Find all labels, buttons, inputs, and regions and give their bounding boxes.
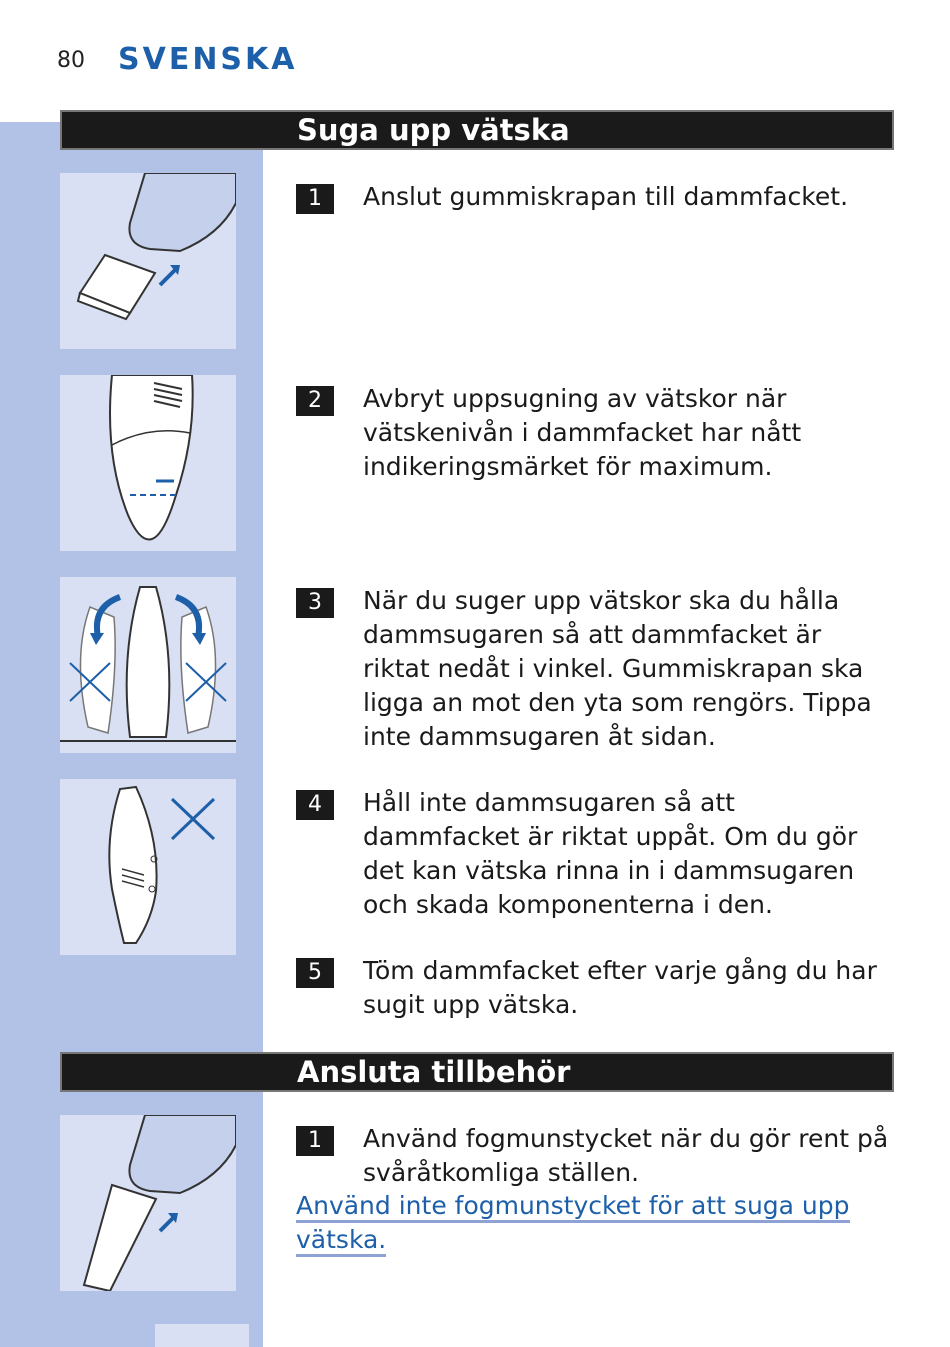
illustration-tilt [60, 577, 236, 753]
warning-note-text: Använd inte fogmunstycket för att suga upp vätska. [296, 1191, 850, 1257]
step-number: 3 [296, 588, 334, 618]
section-title: Suga upp vätska [297, 113, 570, 147]
illustration-upward [60, 779, 236, 955]
vacuum-upward-icon [60, 779, 236, 955]
squeegee-icon [60, 173, 236, 349]
step-number: 2 [296, 386, 334, 416]
step-number: 1 [296, 184, 334, 214]
step-number: 1 [296, 1126, 334, 1156]
step-text: Håll inte dammsugaren så att dammfacket är riktat uppåt. Om du gör det kan vätska rinna in i dammsugaren och skada komponenterna i den. [363, 788, 858, 919]
page-number: 80 [57, 48, 85, 73]
vacuum-tilt-icon [60, 577, 236, 753]
step-text: Avbryt uppsugning av vätskor när vätskenivån i dammfacket har nått indikeringsmärket för maximum. [363, 384, 802, 481]
pointer [236, 184, 262, 212]
illustration-crevice-nozzle [60, 1115, 236, 1291]
warning-note [296, 1189, 856, 1257]
section-header [60, 110, 894, 150]
step-text: Anslut gummiskrapan till dammfacket. [363, 182, 849, 211]
step-text: Töm dammfacket efter varje gång du har sugit upp vätska. [363, 956, 877, 1019]
step-text: När du suger upp vätskor ska du hålla dammsugaren så att dammfacket är riktat nedåt i vinkel. Gummiskrapan ska ligga an mot den yta som rengörs. Tippa inte dammsugaren åt sidan. [363, 586, 872, 751]
step-number: 4 [296, 790, 334, 820]
section-title: Ansluta tillbehör [297, 1055, 571, 1089]
footer-tab [155, 1324, 249, 1347]
vacuum-level-icon [60, 375, 236, 551]
step-number: 5 [296, 958, 334, 988]
illustration-attach-squeegee [60, 173, 236, 349]
section-header [60, 1052, 894, 1092]
language-title: SVENSKA [118, 42, 298, 77]
step-text: Använd fogmunstycket när du gör rent på svåråtkomliga ställen. [363, 1124, 889, 1187]
illustration-max-level [60, 375, 236, 551]
crevice-nozzle-icon [60, 1115, 236, 1291]
